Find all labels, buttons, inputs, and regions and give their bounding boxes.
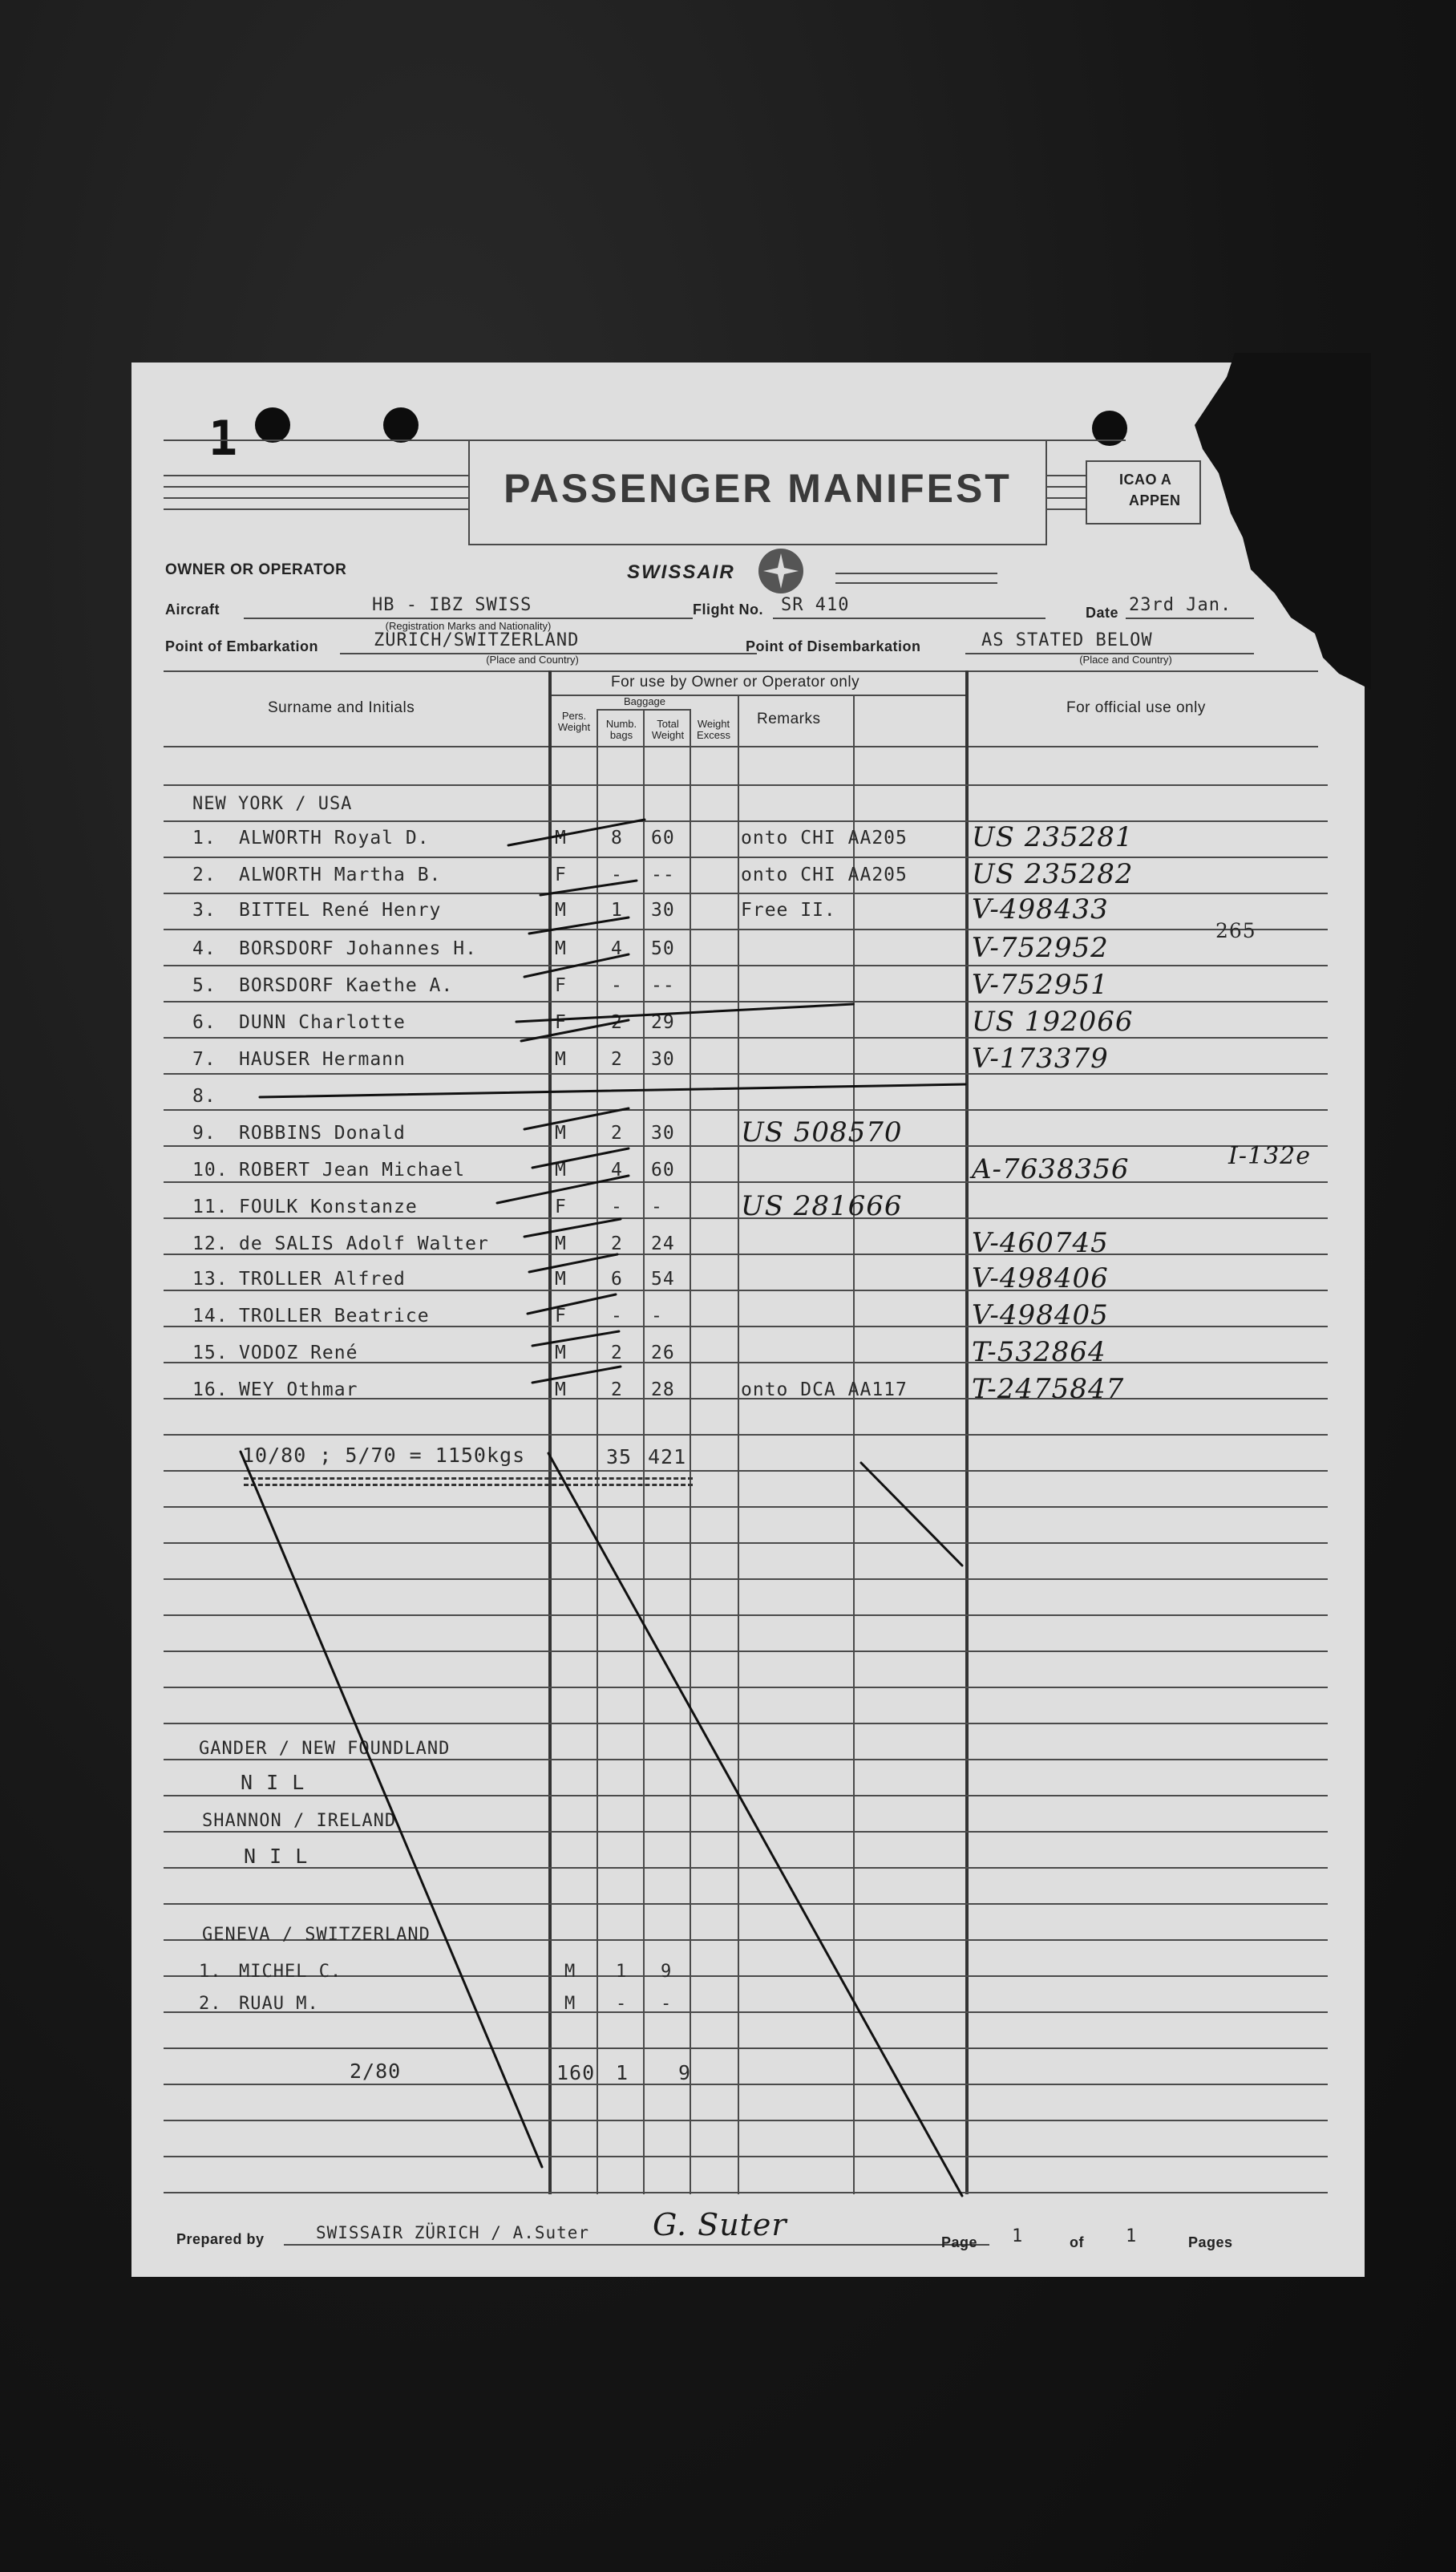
passenger-official-number: V-173379 bbox=[972, 1043, 1109, 1075]
passenger-sex: F bbox=[555, 975, 567, 996]
passenger-name: ROBERT Jean Michael bbox=[239, 1160, 466, 1181]
passenger-weight: 50 bbox=[651, 938, 675, 959]
aircraft-value: HB - IBZ SWISS bbox=[372, 595, 532, 615]
passenger-bags: 2 bbox=[611, 1343, 623, 1363]
official-extra-row10: I-132e bbox=[1228, 1142, 1312, 1170]
column-header-official: For official use only bbox=[1066, 699, 1206, 716]
passenger-number: 9. bbox=[192, 1123, 216, 1144]
passenger-sex: F bbox=[555, 1197, 567, 1217]
embarkation-label: Point of Embarkation bbox=[165, 638, 319, 654]
airline-logo-text: SWISSAIR bbox=[627, 561, 735, 583]
passenger-bags: 6 bbox=[611, 1269, 623, 1290]
pages-label: Pages bbox=[1188, 2234, 1233, 2250]
signature: G. Suter bbox=[653, 2207, 787, 2242]
geneva-passenger-name: MICHEL C. bbox=[239, 1962, 342, 1982]
passenger-bags: 2 bbox=[611, 1049, 623, 1070]
date-label: Date bbox=[1086, 605, 1119, 621]
passenger-weight: -- bbox=[651, 975, 675, 996]
geneva-totals-summary: 2/80 bbox=[350, 2060, 402, 2083]
column-header-numb-bags: Numb. bags bbox=[605, 718, 637, 741]
passenger-number: 4. bbox=[192, 938, 216, 959]
passenger-number: 12. bbox=[192, 1233, 229, 1254]
column-header-name: Surname and Initials bbox=[268, 699, 415, 716]
geneva-passenger-number: 1. bbox=[199, 1962, 222, 1982]
passenger-name: de SALIS Adolf Walter bbox=[239, 1233, 489, 1254]
passenger-official-number: V-498406 bbox=[972, 1262, 1109, 1294]
passenger-official-number: T-2475847 bbox=[972, 1373, 1125, 1405]
passenger-sex: F bbox=[555, 1012, 567, 1033]
passenger-name: BORSDORF Johannes H. bbox=[239, 938, 477, 959]
geneva-passenger-weight: 9 bbox=[661, 1962, 673, 1982]
column-header-pers-weight: Pers. Weight bbox=[557, 710, 591, 733]
passenger-number: 5. bbox=[192, 975, 216, 996]
passenger-weight: 24 bbox=[651, 1233, 675, 1254]
passenger-remark: onto CHI AA205 bbox=[741, 865, 908, 885]
passenger-weight: 30 bbox=[651, 900, 675, 921]
passenger-official-number: V-498405 bbox=[972, 1299, 1109, 1331]
column-header-weight-excess: Weight Excess bbox=[697, 718, 730, 741]
passenger-sex: M bbox=[555, 938, 567, 959]
embarkation-caption: (Place and Country) bbox=[486, 654, 579, 666]
passenger-sex: M bbox=[555, 1123, 567, 1144]
passenger-name: ALWORTH Royal D. bbox=[239, 828, 430, 849]
of-label: of bbox=[1070, 2234, 1084, 2250]
passenger-bags: 8 bbox=[611, 828, 623, 849]
geneva-passenger-weight: - bbox=[661, 1994, 673, 2014]
icao-label: ICAO A bbox=[1119, 472, 1172, 488]
passenger-bags: 4 bbox=[611, 938, 623, 959]
passenger-weight: 60 bbox=[651, 1160, 675, 1181]
geneva-totals-weight: 9 bbox=[678, 2061, 692, 2084]
passenger-sex: F bbox=[555, 1306, 567, 1327]
passenger-weight: - bbox=[651, 1197, 663, 1217]
passenger-remark-handwritten: US 281666 bbox=[741, 1190, 903, 1222]
passenger-official-number: US 235282 bbox=[972, 858, 1134, 890]
passenger-bags: - bbox=[611, 865, 623, 885]
geneva-passenger-bags: 1 bbox=[616, 1962, 628, 1982]
passenger-number: 14. bbox=[192, 1306, 229, 1327]
official-extra-row4: 265 bbox=[1215, 919, 1256, 942]
passenger-sex: M bbox=[555, 1160, 567, 1181]
passenger-number: 16. bbox=[192, 1379, 229, 1400]
column-header-total-weight: Total Weight bbox=[651, 718, 685, 741]
prepared-value: SWISSAIR ZÜRICH / A.Suter bbox=[316, 2223, 590, 2242]
passenger-bags: 2 bbox=[611, 1012, 623, 1033]
passenger-sex: M bbox=[555, 1343, 567, 1363]
passenger-bags: - bbox=[611, 975, 623, 996]
passenger-number: 15. bbox=[192, 1343, 229, 1363]
passenger-name: VODOZ René bbox=[239, 1343, 358, 1363]
passenger-bags: - bbox=[611, 1306, 623, 1327]
flight-label: Flight No. bbox=[693, 601, 763, 618]
passenger-weight: -- bbox=[651, 865, 675, 885]
totals-weight: 421 bbox=[648, 1445, 687, 1468]
totals-bags: 35 bbox=[606, 1445, 633, 1468]
owner-label: OWNER OR OPERATOR bbox=[165, 561, 347, 578]
passenger-bags: 4 bbox=[611, 1160, 623, 1181]
geneva-passenger-sex: M bbox=[564, 1994, 576, 2014]
passenger-name: HAUSER Hermann bbox=[239, 1049, 406, 1070]
geneva-passenger-sex: M bbox=[564, 1962, 576, 1982]
passenger-official-number: V-460745 bbox=[972, 1227, 1109, 1259]
passenger-official-number: T-532864 bbox=[972, 1336, 1106, 1368]
passenger-name: ALWORTH Martha B. bbox=[239, 865, 442, 885]
passenger-remark-handwritten: US 508570 bbox=[741, 1116, 903, 1148]
passenger-weight: 26 bbox=[651, 1343, 675, 1363]
passenger-name: BITTEL René Henry bbox=[239, 900, 442, 921]
geneva-totals-bags: 1 bbox=[616, 2061, 629, 2084]
passenger-weight: 29 bbox=[651, 1012, 675, 1033]
aircraft-caption: (Registration Marks and Nationality) bbox=[385, 620, 552, 632]
disembarkation-value: AS STATED BELOW bbox=[981, 630, 1153, 650]
passenger-official-number: V-752952 bbox=[972, 932, 1109, 964]
passenger-remark: onto CHI AA205 bbox=[741, 828, 908, 849]
passenger-number: 3. bbox=[192, 900, 216, 921]
passenger-sex: M bbox=[555, 828, 567, 849]
passenger-number: 1. bbox=[192, 828, 216, 849]
section-shannon: SHANNON / IRELAND bbox=[202, 1811, 397, 1831]
passenger-sex: F bbox=[555, 865, 567, 885]
passenger-official-number: A-7638356 bbox=[972, 1153, 1130, 1185]
passenger-name: BORSDORF Kaethe A. bbox=[239, 975, 454, 996]
passenger-bags: 2 bbox=[611, 1123, 623, 1144]
passenger-official-number: US 192066 bbox=[972, 1006, 1134, 1038]
passenger-bags: - bbox=[611, 1197, 623, 1217]
date-value: 23rd Jan. bbox=[1129, 595, 1232, 615]
passenger-number: 8. bbox=[192, 1086, 216, 1107]
torn-corner bbox=[1155, 353, 1371, 690]
passenger-name: ROBBINS Donald bbox=[239, 1123, 406, 1144]
passenger-bags: 2 bbox=[611, 1379, 623, 1400]
passenger-name: DUNN Charlotte bbox=[239, 1012, 406, 1033]
passenger-number: 6. bbox=[192, 1012, 216, 1033]
geneva-totals-pers: 160 bbox=[556, 2061, 596, 2084]
page-total: 1 bbox=[1126, 2226, 1138, 2246]
passenger-weight: 54 bbox=[651, 1269, 675, 1290]
gander-nil: N I L bbox=[241, 1771, 305, 1794]
passenger-weight: 30 bbox=[651, 1123, 675, 1144]
passenger-sex: M bbox=[555, 1049, 567, 1070]
page-title: PASSENGER MANIFEST bbox=[504, 466, 1012, 511]
passenger-weight: 30 bbox=[651, 1049, 675, 1070]
column-group-operator: For use by Owner or Operator only bbox=[611, 674, 860, 691]
column-header-remarks: Remarks bbox=[757, 711, 821, 727]
passenger-official-number: V-498433 bbox=[972, 893, 1109, 926]
passenger-name: WEY Othmar bbox=[239, 1379, 358, 1400]
passenger-bags: 1 bbox=[611, 900, 623, 921]
page-label: Page bbox=[941, 2234, 978, 2250]
margin-mark: 1 bbox=[208, 411, 239, 467]
passenger-official-number: V-752951 bbox=[972, 969, 1109, 1001]
passenger-weight: - bbox=[651, 1306, 663, 1327]
passenger-number: 7. bbox=[192, 1049, 216, 1070]
geneva-passenger-name: RUAU M. bbox=[239, 1994, 319, 2014]
aircraft-label: Aircraft bbox=[165, 601, 220, 618]
column-header-baggage: Baggage bbox=[623, 695, 666, 707]
passenger-weight: 28 bbox=[651, 1379, 675, 1400]
passenger-name: FOULK Konstanze bbox=[239, 1197, 418, 1217]
icao-appendix: APPEN bbox=[1129, 492, 1181, 508]
disembarkation-caption: (Place and Country) bbox=[1079, 654, 1172, 666]
prepared-label: Prepared by bbox=[176, 2231, 265, 2247]
passenger-weight: 60 bbox=[651, 828, 675, 849]
page-number: 1 bbox=[1012, 2226, 1024, 2246]
passenger-name: TROLLER Alfred bbox=[239, 1269, 406, 1290]
passenger-number: 13. bbox=[192, 1269, 229, 1290]
geneva-passenger-bags: - bbox=[616, 1994, 628, 2014]
passenger-sex: M bbox=[555, 900, 567, 921]
passenger-number: 10. bbox=[192, 1160, 229, 1181]
passenger-remark: onto DCA AA117 bbox=[741, 1379, 908, 1400]
passenger-sex: M bbox=[555, 1269, 567, 1290]
passenger-sex: M bbox=[555, 1233, 567, 1254]
passenger-number: 2. bbox=[192, 865, 216, 885]
section-geneva: GENEVA / SWITZERLAND bbox=[202, 1925, 431, 1945]
shannon-nil: N I L bbox=[244, 1845, 309, 1868]
passenger-name: TROLLER Beatrice bbox=[239, 1306, 430, 1327]
flight-value: SR 410 bbox=[781, 595, 850, 615]
passenger-sex: M bbox=[555, 1379, 567, 1400]
passenger-number: 11. bbox=[192, 1197, 229, 1217]
passenger-official-number: US 235281 bbox=[972, 821, 1134, 853]
totals-summary: 10/80 ; 5/70 = 1150kgs bbox=[242, 1444, 526, 1467]
passenger-bags: 2 bbox=[611, 1233, 623, 1254]
section-newyork: NEW YORK / USA bbox=[192, 794, 353, 814]
disembarkation-label: Point of Disembarkation bbox=[746, 638, 921, 654]
embarkation-value: ZURICH/SWITZERLAND bbox=[374, 630, 580, 650]
geneva-passenger-number: 2. bbox=[199, 1994, 222, 2014]
passenger-remark: Free II. bbox=[741, 900, 836, 921]
section-gander: GANDER / NEW FOUNDLAND bbox=[199, 1739, 451, 1759]
